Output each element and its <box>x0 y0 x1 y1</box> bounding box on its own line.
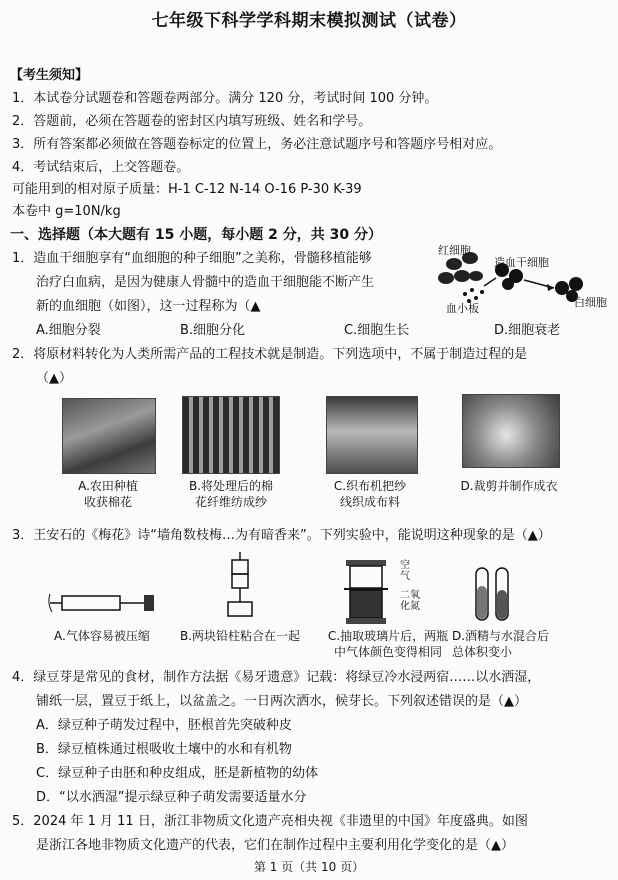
q1-line: 新的血细胞（如图），这一过程称为（▲ <box>36 299 261 314</box>
q3-caption-a: A.气体容易被压缩 <box>54 629 150 643</box>
q2-line: 2．将原材料转化为人类所需产品的工程技术就是制造。下列选项中，不属于制造过程的是 <box>12 347 528 362</box>
atomic-mass-line: 可能用到的相对原子质量：H-1 C-12 N-14 O-16 P-30 K-39 <box>12 182 362 197</box>
notice-item: 1．本试卷分试题卷和答题卷两部分。满分 120 分，考试时间 100 分钟。 <box>12 91 438 106</box>
q2-caption-b: B.将处理后的棉 花纤维纺成纱 <box>188 479 274 509</box>
q5-line: 是浙江各地非物质文化遗产的代表，它们在制作过程中主要利用化学变化的是（▲） <box>36 838 514 853</box>
page-title: 七年级下科学学科期末模拟测试（试卷） <box>151 11 467 31</box>
stem-cell-label: 造血干细胞 <box>494 256 549 269</box>
q4-option-a: A．绿豆种子萌发过程中，胚根首先突破种皮 <box>36 718 292 733</box>
air-label: 空气 <box>400 560 410 582</box>
q1-line: 治疗白血病，是因为健康人骨髓中的造血干细胞能不断产生 <box>36 275 375 290</box>
q4-option-b: B．绿豆植株通过根吸收土壤中的水和有机物 <box>36 742 292 757</box>
cotton-field-photo <box>62 398 156 474</box>
q4-option-c: C．绿豆种子由胚和种皮组成，胚是新植物的幼体 <box>36 766 319 781</box>
q2-caption-d: D.裁剪并制作成衣 <box>460 479 558 493</box>
notice-header: 【考生须知】 <box>10 68 89 83</box>
test-tubes-diagram <box>468 566 518 630</box>
q2-caption-c: C.织布机把纱 线织成布料 <box>333 479 407 509</box>
syringe-diagram <box>48 586 160 622</box>
q1-line: 1．造血干细胞享有“血细胞的种子细胞”之美称，骨髓移植能够 <box>12 251 372 266</box>
notice-item: 3．所有答案都必须做在答题卷标定的位置上，务必注意试题序号和答题序号相对应。 <box>12 137 502 152</box>
platelet-label: 血小板 <box>446 302 479 315</box>
no2-label: 二氧化氮 <box>400 590 420 612</box>
gas-bottles-diagram <box>338 558 398 628</box>
q4-line: 4．绿豆芽是常见的食材，制作方法据《易牙遗意》记载：将绿豆冷水浸两宿……以水洒湿， <box>12 670 541 685</box>
section-heading: 一、选择题（本大题有 15 小题，每小题 2 分，共 30 分） <box>10 227 382 243</box>
q4-line: 铺纸一层，置豆于纸上，以盆盖之。一日两次洒水，候芽长。下列叙述错误的是（▲） <box>36 694 527 709</box>
q1-option-d: D.细胞衰老 <box>494 323 561 338</box>
gravity-line: 本卷中 g=10N/kg <box>12 204 121 219</box>
q3-line: 3．王安石的《梅花》诗“墙角数枝梅…为有暗香来”。下列实验中，能说明这种现象的是（▲） <box>12 528 551 543</box>
white-cell-label: 白细胞 <box>574 296 607 309</box>
page-footer: 第 1 页（共 10 页） <box>253 860 365 874</box>
q3-caption-b: B.两块铅柱粘合在一起 <box>180 629 301 643</box>
notice-item: 2．答题前，必须在答题卷的密封区内填写班级、姓名和学号。 <box>12 114 372 129</box>
red-cell-label: 红细胞 <box>438 244 471 257</box>
q1-option-b: B.细胞分化 <box>180 323 246 338</box>
q2-caption-a: A.农田种植 收获棉花 <box>78 479 138 509</box>
q5-line: 5．2024 年 1 月 11 日，浙江非物质文化遗产亮相央视《非遗里的中国》年度盛典。如图 <box>12 814 528 829</box>
q1-option-a: A.细胞分裂 <box>36 323 101 338</box>
notice-item: 4．考试结束后，上交答题卷。 <box>12 160 190 175</box>
loom-photo <box>326 396 418 474</box>
q2-line: （▲） <box>36 371 72 386</box>
spinning-photo <box>182 396 280 474</box>
q4-option-d: D．“以水洒湿”提示绿豆种子萌发需要适量水分 <box>36 790 307 805</box>
q3-caption-c: C.抽取玻璃片后，两瓶 中气体颜色变得相同 <box>327 629 449 659</box>
q3-caption-d: D.酒精与水混合后 总体积变小 <box>452 629 550 659</box>
lead-cylinders-diagram <box>220 552 260 626</box>
q1-option-c: C.细胞生长 <box>344 323 410 338</box>
tailoring-photo <box>462 394 560 468</box>
